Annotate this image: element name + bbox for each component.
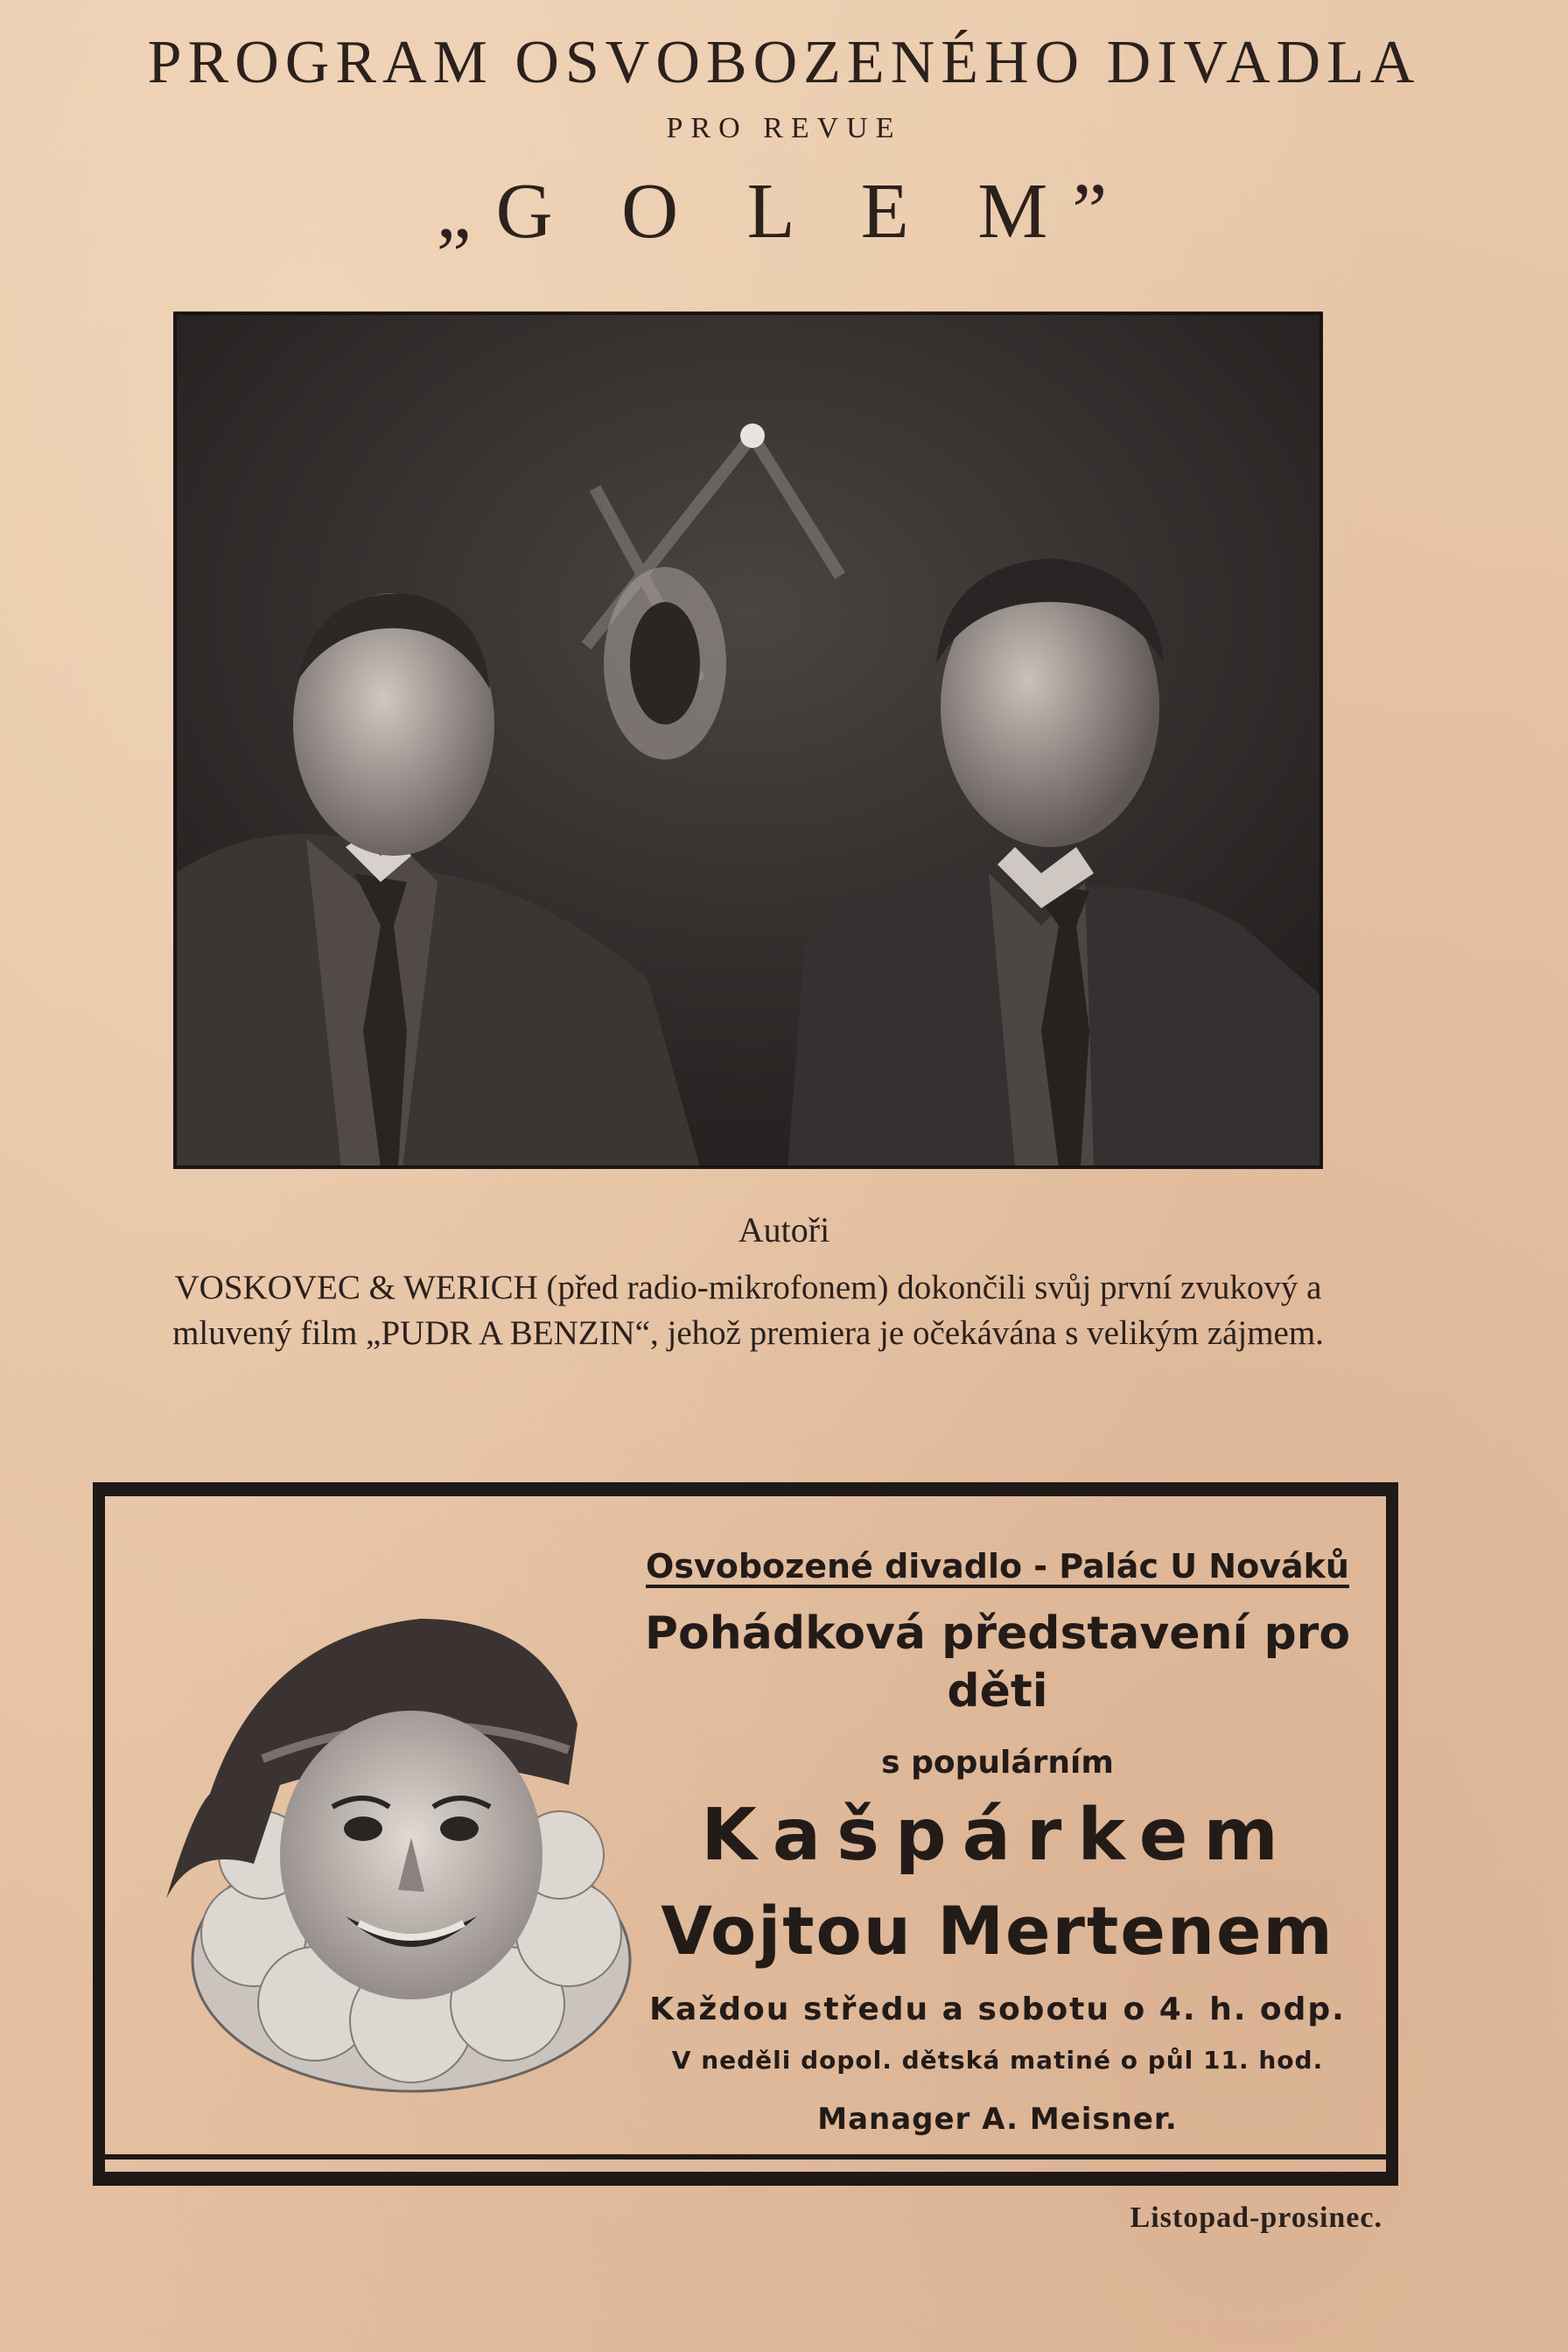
authors-photo — [173, 312, 1323, 1169]
kasparek-illustration — [158, 1584, 648, 2126]
ad-actor-name: Vojtou Mertenem — [661, 1892, 1334, 1970]
ad-schedule: Každou středu a sobotu o 4. h. odp. — [649, 1992, 1346, 2027]
ad-character-name: Kašpárkem — [701, 1794, 1294, 1877]
revue-name: „G O L E M” — [436, 168, 1132, 255]
ad-with-text: s populárním — [881, 1745, 1114, 1781]
kasparek-portrait — [158, 1584, 648, 2126]
ad-headline: Pohádková představení pro děti — [644, 1607, 1351, 1718]
ad-venue: Osvobozené divadlo - Palác U Nováků — [646, 1547, 1349, 1586]
ad-matinee: V neděli dopol. dětská matiné o půl 11. hod. — [671, 2046, 1324, 2075]
advertisement-box — [93, 1482, 1398, 2186]
caption-body: VOSKOVEC & WERICH (před radio-mikrofonem) dokončili svůj první zvukový a mluvený film „PUDR A BENZIN“, jehož premiera je očekávána s velikým zájmem. — [172, 1269, 1324, 1352]
ad-manager: Manager A. Meisner. — [817, 2102, 1178, 2137]
caption-heading: Autoři — [738, 1210, 830, 1250]
program-subtitle: PRO REVUE — [666, 112, 902, 144]
program-date: Listopad-prosinec. — [1130, 2202, 1382, 2234]
program-title: PROGRAM OSVOBOZENÉHO DIVADLA — [147, 29, 1421, 96]
authors-photo-illustration — [175, 313, 1321, 1167]
ad-bottom-rule — [105, 2154, 1386, 2160]
